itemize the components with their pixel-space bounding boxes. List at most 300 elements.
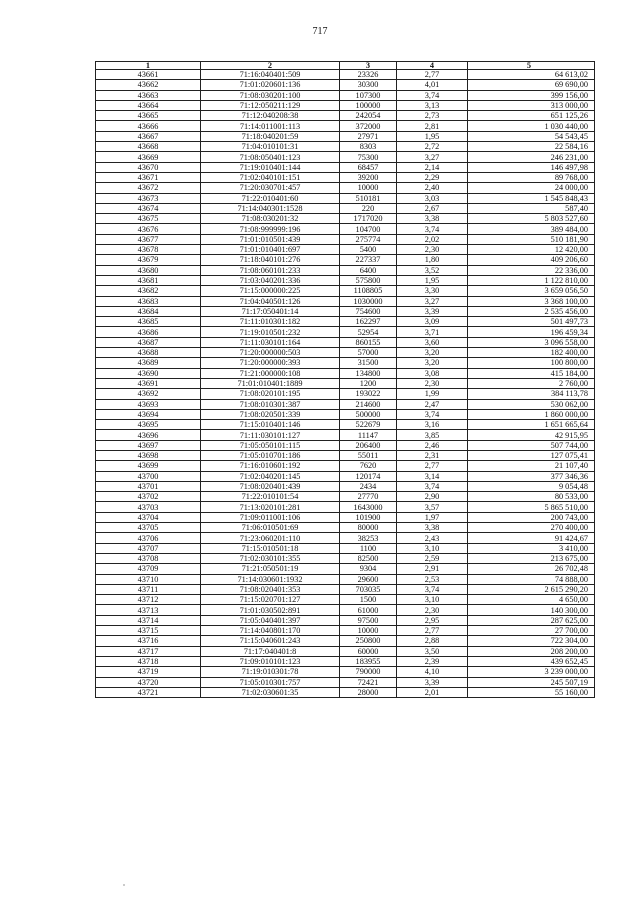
table-cell: 214600	[340, 399, 397, 409]
table-cell: 71:15:000000:225	[201, 286, 340, 296]
table-cell: 1 651 665,64	[468, 420, 595, 430]
table-cell: 2,91	[397, 564, 468, 574]
table-cell: 2,01	[397, 687, 468, 697]
table-cell: 2,40	[397, 183, 468, 193]
table-cell: 246 231,00	[468, 152, 595, 162]
table-cell: 2,14	[397, 162, 468, 172]
table-cell: 43698	[96, 450, 201, 460]
table-row	[96, 255, 595, 265]
table-cell: 61000	[340, 605, 397, 615]
table-row	[96, 636, 595, 646]
table-cell: 71:20:000000:393	[201, 358, 340, 368]
table-cell: 242054	[340, 111, 397, 121]
table-cell: 3,74	[397, 90, 468, 100]
table-row	[96, 214, 595, 224]
table-cell: 38253	[340, 533, 397, 543]
table-cell: 3,14	[397, 471, 468, 481]
table-cell: 2,81	[397, 121, 468, 131]
table-cell: 71:15:040601:243	[201, 636, 340, 646]
table-row	[96, 420, 595, 430]
table-cell: 71:16:040401:509	[201, 70, 340, 80]
table-cell: 71:21:050501:19	[201, 564, 340, 574]
table-cell: 530 062,00	[468, 399, 595, 409]
table-cell: 439 652,45	[468, 656, 595, 666]
table-cell: 43675	[96, 214, 201, 224]
table-cell: 71:14:040801:170	[201, 626, 340, 636]
table-cell: 384 113,78	[468, 389, 595, 399]
table-cell: 1200	[340, 378, 397, 388]
table-cell: 1 030 440,00	[468, 121, 595, 131]
table-cell: 39200	[340, 172, 397, 182]
table-cell: 71:08:020501:339	[201, 409, 340, 419]
table-row	[96, 461, 595, 471]
table-row	[96, 368, 595, 378]
table-cell: 3,74	[397, 481, 468, 491]
table-row	[96, 440, 595, 450]
table-cell: 3,60	[397, 337, 468, 347]
table-cell: 206400	[340, 440, 397, 450]
table-row	[96, 677, 595, 687]
table-cell: 275774	[340, 234, 397, 244]
table-cell: 722 304,00	[468, 636, 595, 646]
table-row	[96, 348, 595, 358]
table-cell: 43696	[96, 430, 201, 440]
table-cell: 22 336,00	[468, 265, 595, 275]
table-cell: 1 545 848,43	[468, 193, 595, 203]
registry-table	[95, 61, 595, 698]
table-row	[96, 100, 595, 110]
table-cell: 43688	[96, 348, 201, 358]
table-cell: 100 800,00	[468, 358, 595, 368]
table-cell: 1030000	[340, 296, 397, 306]
table-cell: 71:15:010401:146	[201, 420, 340, 430]
table-cell: 2,77	[397, 70, 468, 80]
table-row	[96, 70, 595, 80]
table-cell: 71:19:010401:144	[201, 162, 340, 172]
table-cell: 71:01:010501:439	[201, 234, 340, 244]
table-row	[96, 471, 595, 481]
table-cell: 31500	[340, 358, 397, 368]
table-cell: 100000	[340, 100, 397, 110]
table-cell: 3,27	[397, 296, 468, 306]
table-cell: 43673	[96, 193, 201, 203]
table-cell: 43672	[96, 183, 201, 193]
table-row	[96, 172, 595, 182]
table-cell: 2,30	[397, 605, 468, 615]
table-row	[96, 502, 595, 512]
table-cell: 22 584,16	[468, 142, 595, 152]
table-cell: 10000	[340, 183, 397, 193]
table-cell: 27971	[340, 131, 397, 141]
table-cell: 43681	[96, 275, 201, 285]
table-row	[96, 481, 595, 491]
table-cell: 2,02	[397, 234, 468, 244]
table-cell: 522679	[340, 420, 397, 430]
table-cell: 43720	[96, 677, 201, 687]
table-cell: 3,30	[397, 286, 468, 296]
table-cell: 71:12:040208:38	[201, 111, 340, 121]
table-cell: 43665	[96, 111, 201, 121]
table-cell: 97500	[340, 615, 397, 625]
table-row	[96, 389, 595, 399]
table-cell: 3,74	[397, 224, 468, 234]
table-cell: 57000	[340, 348, 397, 358]
table-cell: 43687	[96, 337, 201, 347]
table-cell: 43721	[96, 687, 201, 697]
table-cell: 245 507,19	[468, 677, 595, 687]
table-cell: 71:03:040201:336	[201, 275, 340, 285]
table-cell: 71:14:030601:1932	[201, 574, 340, 584]
table-cell: 1,99	[397, 389, 468, 399]
table-cell: 3,38	[397, 214, 468, 224]
table-row	[96, 409, 595, 419]
table-cell: 75300	[340, 152, 397, 162]
table-cell: 74 888,00	[468, 574, 595, 584]
table-row	[96, 646, 595, 656]
table-cell: 104700	[340, 224, 397, 234]
table-cell: 89 768,00	[468, 172, 595, 182]
table-cell: 71:18:040201:59	[201, 131, 340, 141]
table-cell: 43716	[96, 636, 201, 646]
table-cell: 43691	[96, 378, 201, 388]
table-cell: 43708	[96, 553, 201, 563]
table-cell: 43671	[96, 172, 201, 182]
table-cell: 2,43	[397, 533, 468, 543]
table-cell: 146 497,98	[468, 162, 595, 172]
table-cell: 60000	[340, 646, 397, 656]
table-cell: 71:02:040201:145	[201, 471, 340, 481]
table-cell: 71:19:010301:78	[201, 667, 340, 677]
table-cell: 3,13	[397, 100, 468, 110]
table-cell: 4 650,00	[468, 595, 595, 605]
table-cell: 71:14:011001:113	[201, 121, 340, 131]
table-cell: 287 625,00	[468, 615, 595, 625]
table-cell: 3,74	[397, 409, 468, 419]
table-cell: 3,85	[397, 430, 468, 440]
table-cell: 4,01	[397, 80, 468, 90]
table-cell: 2,46	[397, 440, 468, 450]
table-cell: 26 702,48	[468, 564, 595, 574]
table-cell: 3 659 056,50	[468, 286, 595, 296]
table-cell: 409 206,60	[468, 255, 595, 265]
table-cell: 313 000,00	[468, 100, 595, 110]
table-cell: 69 690,00	[468, 80, 595, 90]
table-cell: 27770	[340, 492, 397, 502]
table-row	[96, 378, 595, 388]
table-row	[96, 193, 595, 203]
table-row	[96, 543, 595, 553]
table-cell: 43682	[96, 286, 201, 296]
table-row	[96, 90, 595, 100]
table-cell: 71:01:030502:891	[201, 605, 340, 615]
table-cell: 27 700,00	[468, 626, 595, 636]
table-cell: 43683	[96, 296, 201, 306]
table-cell: 3,20	[397, 358, 468, 368]
table-cell: 43678	[96, 245, 201, 255]
table-cell: 1108805	[340, 286, 397, 296]
table-row	[96, 430, 595, 440]
table-row	[96, 203, 595, 213]
table-row	[96, 595, 595, 605]
table-cell: 71:05:010701:186	[201, 450, 340, 460]
table-cell: 651 125,26	[468, 111, 595, 121]
table-cell: 43670	[96, 162, 201, 172]
table-row	[96, 533, 595, 543]
table-cell: 43694	[96, 409, 201, 419]
table-cell: 71:23:060201:110	[201, 533, 340, 543]
table-cell: 80 533,00	[468, 492, 595, 502]
table-cell: 71:17:050401:14	[201, 306, 340, 316]
table-cell: 2,77	[397, 626, 468, 636]
table-cell: 399 156,00	[468, 90, 595, 100]
table-cell: 196 459,34	[468, 327, 595, 337]
table-cell: 3 239 000,00	[468, 667, 595, 677]
table-cell: 2,39	[397, 656, 468, 666]
table-cell: 2,88	[397, 636, 468, 646]
table-cell: 2,59	[397, 553, 468, 563]
table-row	[96, 584, 595, 594]
table-cell: 71:02:040101:151	[201, 172, 340, 182]
table-cell: 71:02:030601:35	[201, 687, 340, 697]
table-cell: 43710	[96, 574, 201, 584]
table-cell: 43707	[96, 543, 201, 553]
table-cell: 71:13:020101:281	[201, 502, 340, 512]
table-cell: 200 743,00	[468, 512, 595, 522]
table-cell: 21 107,40	[468, 461, 595, 471]
table-cell: 507 744,00	[468, 440, 595, 450]
table-cell: 64 613,02	[468, 70, 595, 80]
table-row	[96, 399, 595, 409]
table-cell: 2,95	[397, 615, 468, 625]
table-cell: 71:09:010101:123	[201, 656, 340, 666]
table-cell: 71:08:030201:32	[201, 214, 340, 224]
table-cell: 72421	[340, 677, 397, 687]
table-cell: 71:20:000000:503	[201, 348, 340, 358]
table-cell: 71:22:010401:60	[201, 193, 340, 203]
table-cell: 43677	[96, 234, 201, 244]
table-cell: 213 675,00	[468, 553, 595, 563]
table-cell: 1 122 810,00	[468, 275, 595, 285]
table-cell: 193022	[340, 389, 397, 399]
table-cell: 43680	[96, 265, 201, 275]
table-cell: 68457	[340, 162, 397, 172]
table-cell: 91 424,67	[468, 533, 595, 543]
table-cell: 43666	[96, 121, 201, 131]
table-row	[96, 80, 595, 90]
table-cell: 101900	[340, 512, 397, 522]
table-cell: 754600	[340, 306, 397, 316]
table-row	[96, 183, 595, 193]
table-body	[96, 70, 595, 698]
table-row	[96, 564, 595, 574]
table-cell: 71:05:010301:757	[201, 677, 340, 687]
table-cell: 43684	[96, 306, 201, 316]
table-cell: 43690	[96, 368, 201, 378]
table-cell: 372000	[340, 121, 397, 131]
table-cell: 43674	[96, 203, 201, 213]
table-cell: 71:15:020701:127	[201, 595, 340, 605]
table-cell: 1 860 000,00	[468, 409, 595, 419]
column-header: 4	[397, 62, 468, 70]
table-cell: 43664	[96, 100, 201, 110]
table-cell: 43719	[96, 667, 201, 677]
column-header: 3	[340, 62, 397, 70]
table-cell: 71:20:030701:457	[201, 183, 340, 193]
table-cell: 30300	[340, 80, 397, 90]
table-cell: 575800	[340, 275, 397, 285]
table-row	[96, 306, 595, 316]
table-cell: 43701	[96, 481, 201, 491]
table-row	[96, 296, 595, 306]
table-cell: 1500	[340, 595, 397, 605]
table-cell: 43689	[96, 358, 201, 368]
table-cell: 5400	[340, 245, 397, 255]
table-row	[96, 286, 595, 296]
table-row	[96, 224, 595, 234]
table-cell: 3,74	[397, 584, 468, 594]
column-header: 2	[201, 62, 340, 70]
table-cell: 43705	[96, 523, 201, 533]
table-row	[96, 265, 595, 275]
table-cell: 55 160,00	[468, 687, 595, 697]
table-row	[96, 152, 595, 162]
table-cell: 510 181,90	[468, 234, 595, 244]
table-cell: 71:09:011001:106	[201, 512, 340, 522]
table-cell: 2434	[340, 481, 397, 491]
table-row	[96, 337, 595, 347]
table-cell: 71:11:030101:127	[201, 430, 340, 440]
table-cell: 43693	[96, 399, 201, 409]
table-cell: 71:14:040301:1528	[201, 203, 340, 213]
table-cell: 120174	[340, 471, 397, 481]
table-cell: 1717020	[340, 214, 397, 224]
column-header: 5	[468, 62, 595, 70]
table-cell: 71:16:010601:192	[201, 461, 340, 471]
table-cell: 43685	[96, 317, 201, 327]
table-cell: 860155	[340, 337, 397, 347]
table-cell: 71:19:010501:232	[201, 327, 340, 337]
table-cell: 43700	[96, 471, 201, 481]
table-cell: 5 865 510,00	[468, 502, 595, 512]
table-cell: 71:11:010301:182	[201, 317, 340, 327]
table-cell: 43706	[96, 533, 201, 543]
table-cell: 3,20	[397, 348, 468, 358]
table-cell: 703035	[340, 584, 397, 594]
table-cell: 71:01:020601:136	[201, 80, 340, 90]
table-cell: 4,10	[397, 667, 468, 677]
table-cell: 3,03	[397, 193, 468, 203]
table-cell: 389 484,00	[468, 224, 595, 234]
table-cell: 82500	[340, 553, 397, 563]
table-cell: 43704	[96, 512, 201, 522]
table-cell: 43668	[96, 142, 201, 152]
table-cell: 55011	[340, 450, 397, 460]
table-cell: 43663	[96, 90, 201, 100]
table-cell: 2 760,00	[468, 378, 595, 388]
table-cell: 3,39	[397, 306, 468, 316]
table-cell: 43662	[96, 80, 201, 90]
table-cell: 43713	[96, 605, 201, 615]
table-cell: 71:06:010501:69	[201, 523, 340, 533]
table-cell: 1,95	[397, 275, 468, 285]
table-cell: 7620	[340, 461, 397, 471]
table-cell: 23326	[340, 70, 397, 80]
table-cell: 71:01:010401:697	[201, 245, 340, 255]
table-cell: 3 368 100,00	[468, 296, 595, 306]
table-row	[96, 327, 595, 337]
table-row	[96, 131, 595, 141]
table-cell: 587,40	[468, 203, 595, 213]
table-row	[96, 574, 595, 584]
table-cell: 3,10	[397, 595, 468, 605]
table-row	[96, 626, 595, 636]
table-row	[96, 234, 595, 244]
table-cell: 71:08:060101:233	[201, 265, 340, 275]
table-cell: 377 346,36	[468, 471, 595, 481]
table-cell: 43669	[96, 152, 201, 162]
table-row	[96, 111, 595, 121]
table-cell: 43679	[96, 255, 201, 265]
table-row	[96, 492, 595, 502]
table-cell: 71:08:020101:195	[201, 389, 340, 399]
table-cell: 71:05:050101:115	[201, 440, 340, 450]
table-cell: 2,72	[397, 142, 468, 152]
table-cell: 71:22:010101:54	[201, 492, 340, 502]
table-cell: 3,08	[397, 368, 468, 378]
table-cell: 54 543,45	[468, 131, 595, 141]
table-cell: 71:01:010401:1889	[201, 378, 340, 388]
table-cell: 71:02:030101:355	[201, 553, 340, 563]
table-cell: 71:08:050401:123	[201, 152, 340, 162]
table-cell: 270 400,00	[468, 523, 595, 533]
table-cell: 2,30	[397, 378, 468, 388]
table-cell: 134800	[340, 368, 397, 378]
table-cell: 52954	[340, 327, 397, 337]
table-cell: 1643000	[340, 502, 397, 512]
column-header: 1	[96, 62, 201, 70]
table-cell: 71:17:040401:8	[201, 646, 340, 656]
table-cell: 43712	[96, 595, 201, 605]
table-cell: 71:08:020401:353	[201, 584, 340, 594]
table-cell: 11147	[340, 430, 397, 440]
table-cell: 2,73	[397, 111, 468, 121]
table-row	[96, 687, 595, 697]
table-cell: 43717	[96, 646, 201, 656]
scan-artifact	[123, 884, 125, 886]
table-cell: 5 803 527,60	[468, 214, 595, 224]
table-cell: 3,10	[397, 543, 468, 553]
table-cell: 71:08:020401:439	[201, 481, 340, 491]
table-row	[96, 605, 595, 615]
table-cell: 220	[340, 203, 397, 213]
table-cell: 182 400,00	[468, 348, 595, 358]
table-cell: 43697	[96, 440, 201, 450]
table-cell: 43695	[96, 420, 201, 430]
table-cell: 9304	[340, 564, 397, 574]
table-cell: 2,67	[397, 203, 468, 213]
table-row	[96, 275, 595, 285]
table-cell: 107300	[340, 90, 397, 100]
table-cell: 71:11:030101:164	[201, 337, 340, 347]
table-cell: 42 915,95	[468, 430, 595, 440]
table-cell: 43711	[96, 584, 201, 594]
table-cell: 2,77	[397, 461, 468, 471]
table-cell: 500000	[340, 409, 397, 419]
table-cell: 71:08:999999:196	[201, 224, 340, 234]
table-cell: 43703	[96, 502, 201, 512]
table-cell: 80000	[340, 523, 397, 533]
table-cell: 1,80	[397, 255, 468, 265]
